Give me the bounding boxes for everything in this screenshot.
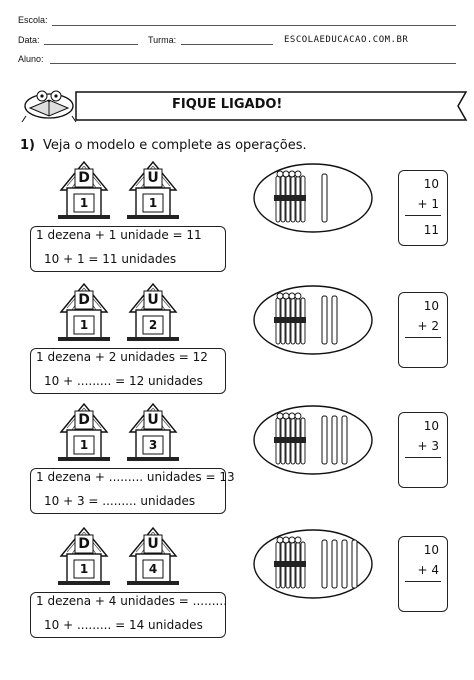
equation-line-1: 1 dezena + ......... unidades = 13	[36, 470, 235, 484]
addition-box	[398, 536, 448, 612]
dezena-house	[55, 160, 113, 220]
turma-field[interactable]	[181, 44, 273, 45]
sum-rule	[405, 581, 441, 582]
dezena-house	[55, 282, 113, 342]
equation-line-2: 10 + ......... = 12 unidades	[44, 374, 203, 388]
house-digit: 1	[79, 562, 89, 576]
exercise-number: 1)	[20, 138, 35, 153]
house-letter: U	[147, 536, 159, 552]
house-letter: D	[78, 292, 90, 308]
unidade-house	[124, 282, 182, 342]
aluno-field[interactable]	[50, 63, 456, 64]
bird-reading-book-icon	[16, 86, 82, 126]
addend-bottom: + 3	[417, 439, 439, 453]
house-digit: 3	[148, 438, 158, 452]
site-url: ESCOLAEDUCACAO.COM.BR	[284, 35, 409, 45]
house-digit: 1	[79, 438, 89, 452]
exercise-instruction	[20, 138, 307, 153]
addend-top: 10	[423, 299, 439, 313]
turma-label: Turma:	[148, 35, 177, 45]
banner-title: FIQUE LIGADO!	[172, 97, 283, 112]
sticks-bundle-oval	[252, 284, 374, 360]
escola-label: Escola:	[18, 15, 48, 25]
house-letter: U	[147, 292, 159, 308]
addend-bottom: + 2	[417, 319, 439, 333]
equation-line-1: 1 dezena + 4 unidades = .........	[36, 594, 228, 608]
escola-field[interactable]	[52, 25, 456, 26]
sum-rule	[405, 337, 441, 338]
data-label: Data:	[18, 35, 40, 45]
sticks-bundle-oval	[252, 162, 374, 238]
equation-line-2: 10 + 1 = 11 unidades	[44, 252, 177, 266]
house-digit: 1	[148, 196, 158, 210]
sticks-bundle-oval	[252, 404, 374, 480]
addition-box	[398, 170, 448, 246]
equation-line-2: 10 + ......... = 14 unidades	[44, 618, 203, 632]
addend-top: 10	[423, 419, 439, 433]
addend-bottom: + 1	[417, 197, 439, 211]
sum-rule	[405, 215, 441, 216]
dezena-house	[55, 526, 113, 586]
equation-line-1: 1 dezena + 1 unidade = 11	[36, 228, 202, 242]
fique-ligado-banner	[14, 86, 469, 126]
house-letter: D	[78, 170, 90, 186]
unidade-house	[124, 160, 182, 220]
unidade-house	[124, 402, 182, 462]
equation-line-2: 10 + 3 = ......... unidades	[44, 494, 196, 508]
house-letter: U	[147, 170, 159, 186]
house-letter: D	[78, 536, 90, 552]
aluno-label: Aluno:	[18, 54, 44, 64]
instruction-text: Veja o modelo e complete as operações.	[43, 138, 307, 153]
house-digit: 1	[79, 196, 89, 210]
dezena-house	[55, 402, 113, 462]
equation-line-1: 1 dezena + 2 unidades = 12	[36, 350, 208, 364]
data-field[interactable]	[44, 44, 138, 45]
house-digit: 4	[148, 562, 158, 576]
addition-box	[398, 412, 448, 488]
house-digit: 1	[79, 318, 89, 332]
addition-box	[398, 292, 448, 368]
addend-top: 10	[423, 177, 439, 191]
addend-top: 10	[423, 543, 439, 557]
sticks-bundle-oval	[252, 528, 374, 604]
house-digit: 2	[148, 318, 158, 332]
addend-bottom: + 4	[417, 563, 439, 577]
sum-rule	[405, 457, 441, 458]
unidade-house	[124, 526, 182, 586]
house-letter: U	[147, 412, 159, 428]
sum-result[interactable]: 11	[423, 223, 439, 237]
house-letter: D	[78, 412, 90, 428]
